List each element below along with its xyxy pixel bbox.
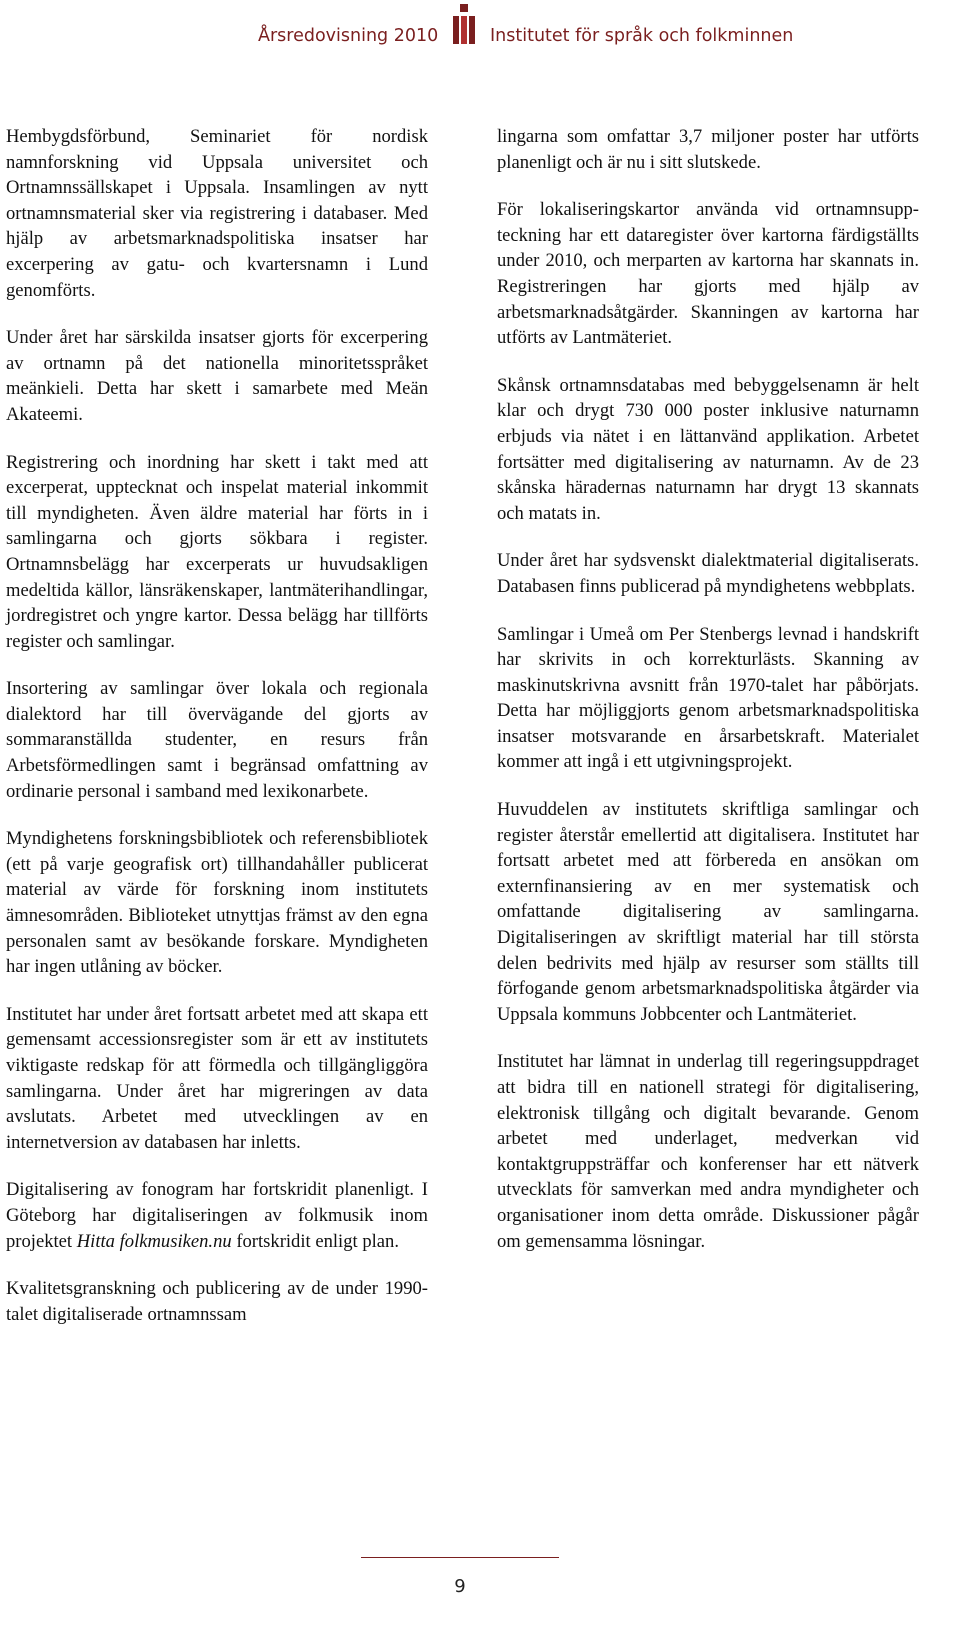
paragraph: Insortering av samlingar över lokala och regionala dialektord har till övervägande del gjorts av sommaranställda studenter, en resurs från Arbetsförmedlingen samt i begränsad omfattning av ordinarie personal i samband med lexikonarbete. [6, 678, 428, 802]
left-column [6, 124, 428, 1349]
paragraph-text: Digitalisering av fonogram har fortskridit planenligt. I Göteborg har digitaliseringen av folkmusik inom projektet [6, 1179, 428, 1252]
paragraph: Skånsk ortnamnsdatabas med bebyggelsenamn är helt klar och drygt 730 000 poster inklusive naturnamn erbjuds via nätet i en lättanvänd applikation. Arbetet fortsätter med digitalisering av naturnamn. Av de 23 skånska häradernas naturnamn har drygt 13 skannats och matats in. [497, 374, 919, 524]
paragraph: Hembygdsförbund, Seminariet för nordisk namnforskning vid Uppsala universitet och Ortnamnssällskapet i Uppsala. Insamlingen av nytt ortnamnsmaterial sker via registrering i databaser. Med hjälp av arbetsmarknadspolitiska insatser har excerpering av gatu- och kvartersnamn i Lund genomförts. [6, 126, 428, 301]
institute-logo-icon [452, 2, 476, 46]
organization-name: Institutet för språk och folkminnen [490, 26, 794, 46]
paragraph: Institutet har under året fortsatt arbetet med att skapa ett gemensamt accessionsregister som är ett av institutets viktigaste redskap för att förmedla och tillgängliggöra samlingarna. Under året har migreringen av data avslutats. Arbetet med utvecklingen av en internetversion av databasen har inletts. [6, 1003, 428, 1153]
paragraph-text: fortskridit enligt plan. [231, 1230, 399, 1252]
paragraph: Kvalitetsgranskning och publicering av de under 1990-talet digitaliserade ortnamnssam [6, 1278, 428, 1325]
paragraph: Under året har särskilda insatser gjorts för excerpering av ortnamn på det nationella minoritetsspråket meänkieli. Detta har skett i samarbete med Meän Akateemi. [6, 327, 428, 425]
page-header [0, 0, 960, 80]
page-number: 9 [454, 1576, 466, 1597]
paragraph: Myndighetens forskningsbibliotek och referensbibliotek (ett på varje geografisk ort) tillhandahåller publicerat material av värde för forskning inom institutets ämnesområden. Biblioteket utnyttjas främst av den egna personalen samt av besökande forskare. Myndigheten har ingen utlåning av böcker. [6, 828, 428, 978]
right-column [497, 124, 919, 1276]
paragraph: Institutet har lämnat in underlag till regeringsuppdraget att bidra till en nationell strategi för digitalisering, elektronisk tillgång och digitalt bevarande. Genom arbetet med underlaget, medverkan vid kontaktgruppsträffar och konferenser har ett nätverk utvecklats för samverkan med andra myndigheter och organisationer inom detta område. Diskussioner pågår om gemensamma lösningar. [497, 1051, 919, 1252]
paragraph: Under året har sydsvenskt dialektmaterial digitaliserats. Databasen finns publicerad på myndighetens webbplats. [497, 550, 919, 597]
paragraph: lingarna som omfattar 3,7 miljoner poster har utförts planenligt och är nu i sitt slutskede. [497, 126, 919, 173]
footer-divider [361, 1557, 559, 1558]
paragraph: Huvuddelen av institutets skriftliga samlingar och register återstår emellertid att digitalisera. Institutet har fortsatt arbetet med att förbereda en ansökan om externfinansiering av en mer systematisk och omfattande digitalisering av samlingarna. Digitaliseringen av skriftligt material har till största delen bedrivits med hjälp av resurser som ställts till förfogande genom arbetsmarknadspolitiska åtgärder via Uppsala kommuns Jobbcenter och Lantmäteriet. [497, 799, 919, 1025]
paragraph: Samlingar i Umeå om Per Stenbergs levnad i handskrift har skrivits in och korrekturlästs. Skanning av maskinutskrivna avsnitt från 1970-talet har påbörjats. Detta har möjliggjorts genom arbetsmarknadspolitiska insatser motsvarande en årsarbetskraft. Materialet kommer att ingå i ett utgivningsprojekt. [497, 623, 919, 773]
project-name: Hitta folkmusiken.nu [76, 1230, 232, 1252]
paragraph: För lokaliseringskartor använda vid ortnamnsuppteckning har ett dataregister över kartorna färdigställts under 2010, och merparten av kartorna har skannats in. Registreringen har gjorts med hjälp av arbetsmarknadsåtgärder. Skanningen av kartorna har utförts av Lantmäteriet. [497, 199, 919, 349]
paragraph [6, 1177, 428, 1254]
report-title: Årsredovisning 2010 [258, 26, 439, 46]
paragraph: Registrering och inordning har skett i takt med att excerperat, upptecknat och inspelat material inkommit till myndigheten. Även äldre material har förts in i samlingarna och gjorts sökbara i register. Ortnamnsbelägg har excerperats ur huvudsakligen medeltida källor, länsräkenskaper, lantmäterihandlingar, jordregistret och yngre kartor. Dessa belägg har tillförts register och samlingar. [6, 451, 428, 652]
